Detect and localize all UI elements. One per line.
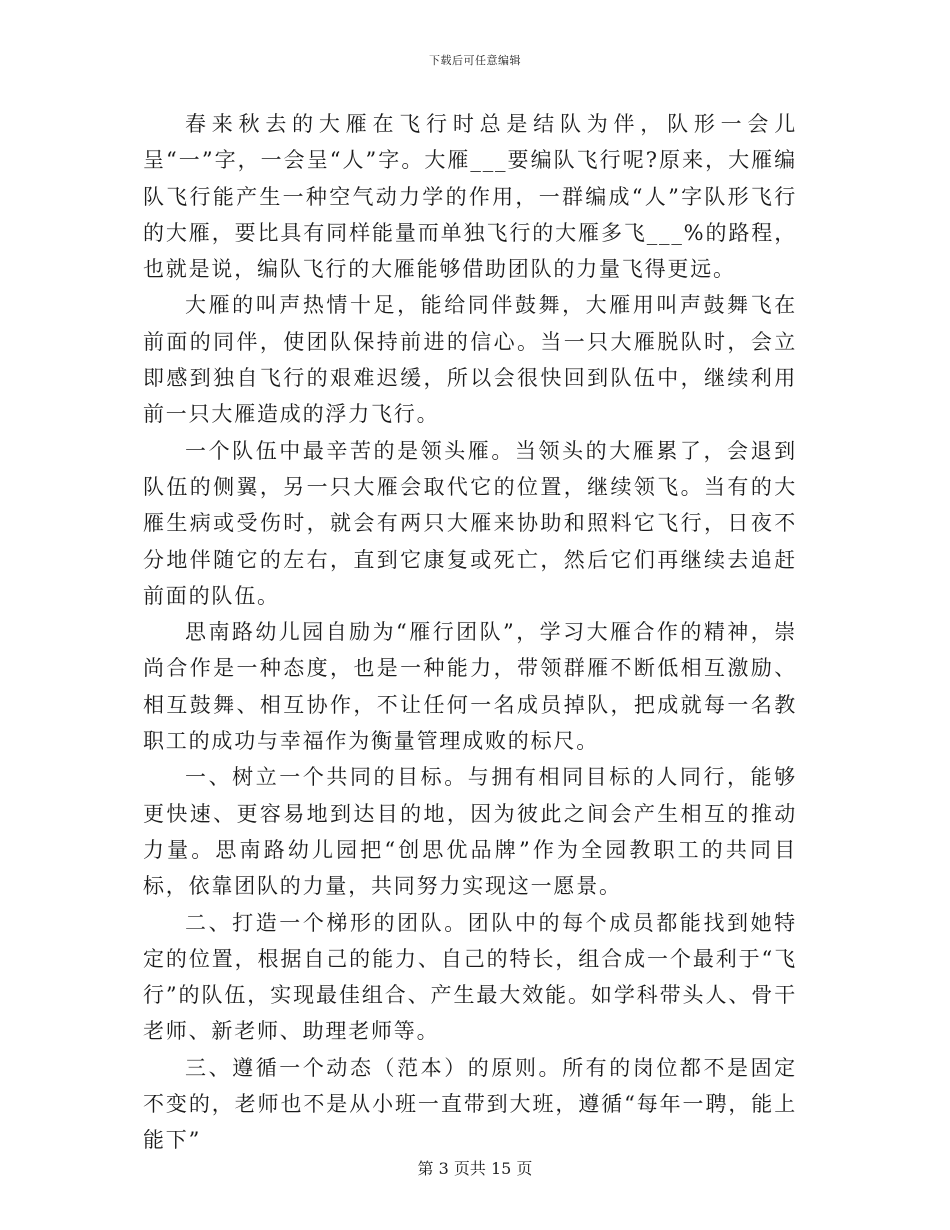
paragraph-6: 二、打造一个梯形的团队。团队中的每个成员都能找到她特定的位置，根据自己的能力、自己的特长，组合成一个最利于“飞行”的队伍，实现最佳组合、产生最大效能。如学科带头人、骨干老师、新老师、助理老师等。 [143,910,797,1044]
paragraph-7: 三、遵循一个动态（范本）的原则。所有的岗位都不是固定不变的，老师也不是从小班一直带到大班，遵循“每年一聘，能上能下” [143,1055,797,1153]
paragraph-4: 思南路幼儿园自励为“雁行团队”，学习大雁合作的精神，崇尚合作是一种态度，也是一种能力，带领群雁不断低相互激励、相互鼓舞、相互协作，不让任何一名成员掉队，把成就每一名教职工的成功与幸福作为衡量管理成败的标尺。 [143,620,797,754]
page-footer: 第 3 页共 15 页 [417,1159,533,1178]
paragraph-5: 一、树立一个共同的目标。与拥有相同目标的人同行，能够更快速、更容易地到达目的地，因为彼此之间会产生相互的推动力量。思南路幼儿园把“创思优品牌”作为全园教职工的共同目标，依靠团队的力量，共同努力实现这一愿景。 [143,765,797,899]
paragraph-2: 大雁的叫声热情十足，能给同伴鼓舞，大雁用叫声鼓舞飞在前面的同伴，使团队保持前进的信心。当一只大雁脱队时，会立即感到独自飞行的艰难迟缓，所以会很快回到队伍中，继续利用前一只大雁造成的浮力飞行。 [143,293,797,427]
paragraph-1: 春来秋去的大雁在飞行时总是结队为伴，队形一会儿呈“一”字，一会呈“人”字。大雁___要编队飞行呢?原来，大雁编队飞行能产生一种空气动力学的作用，一群编成“人”字队形飞行的大雁，要比具有同样能量而单独飞行的大雁多飞___%的路程，也就是说，编队飞行的大雁能够借助团队的力量飞得更远。 [143,112,797,282]
document-body [143,106,797,1159]
paragraph-3: 一个队伍中最辛苦的是领头雁。当领头的大雁累了，会退到队伍的侧翼，另一只大雁会取代它的位置，继续领飞。当有的大雁生病或受伤时，就会有两只大雁来协助和照料它飞行，日夜不分地伴随它的左右，直到它康复或死亡，然后它们再继续去追赶前面的队伍。 [143,438,797,608]
page-header: 下载后可任意编辑 [429,54,521,67]
